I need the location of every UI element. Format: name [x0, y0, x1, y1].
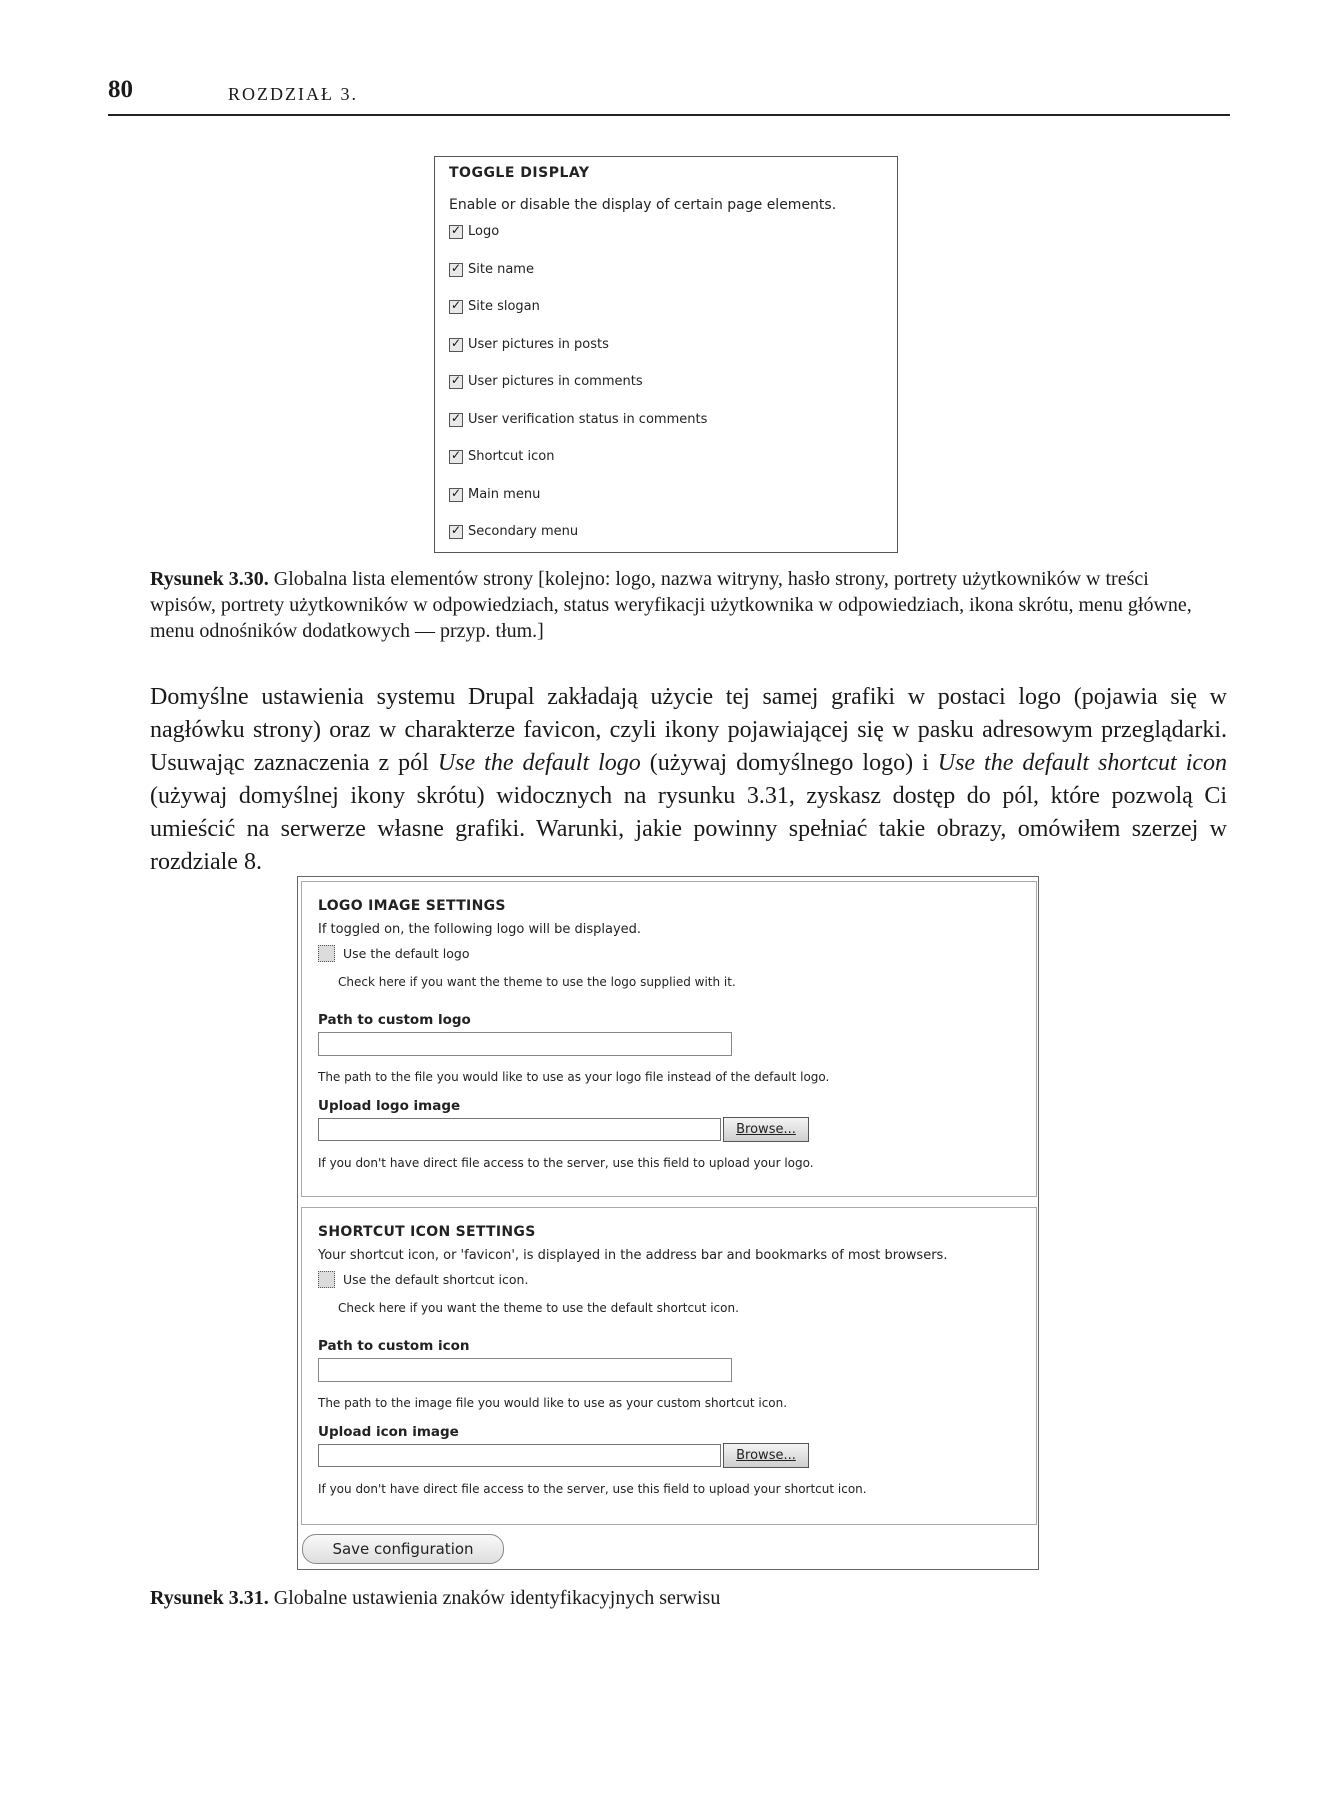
logo-settings-fieldset: [301, 881, 1037, 1197]
upload-help: If you don't have direct file access to the server, use this field to upload your shortcut icon.: [318, 1482, 867, 1496]
icon-path-input[interactable]: [318, 1358, 732, 1382]
checkbox-help: Check here if you want the theme to use the logo supplied with it.: [338, 975, 736, 989]
caption-label: Rysunek 3.31.: [150, 1587, 269, 1609]
logo-settings-description: If toggled on, the following logo will be displayed.: [318, 922, 642, 937]
toggle-item-user-verification[interactable]: [449, 412, 707, 450]
toggle-item-site-name[interactable]: [449, 262, 707, 300]
toggle-item-shortcut-icon[interactable]: [449, 449, 707, 487]
upload-help: If you don't have direct file access to the server, use this field to upload your logo.: [318, 1156, 814, 1170]
body-text: (używaj domyślnego logo) i: [640, 750, 938, 776]
chapter-title: ROZDZIAŁ 3.: [228, 84, 358, 104]
checkbox-label: Use the default logo: [343, 946, 470, 961]
path-label: Path to custom logo: [318, 1012, 471, 1028]
caption-text: Globalne ustawienia znaków identyfikacyjnych serwisu: [268, 1587, 721, 1609]
checkbox[interactable]: [449, 225, 463, 239]
toggle-label: User pictures in posts: [468, 336, 609, 352]
running-header: [108, 76, 1230, 116]
logo-upload-input[interactable]: [318, 1118, 721, 1141]
icon-upload-input[interactable]: [318, 1444, 721, 1467]
toggle-label: Main menu: [468, 486, 541, 502]
toggle-label: Site slogan: [468, 299, 540, 314]
toggle-item-user-pictures-posts[interactable]: [449, 337, 707, 375]
checkbox[interactable]: [449, 338, 463, 352]
checkbox-label: Use the default shortcut icon.: [343, 1272, 529, 1287]
toggle-display-description: Enable or disable the display of certain page elements.: [449, 197, 837, 213]
caption-text: Globalna lista elementów strony [kolejno: logo, nazwa witryny, hasło strony, portrety użytkowników w treści wpisów, portrety użytkowników w odpowiedziach, status weryfikacji użytkownika w odpowiedziach, ikona skrótu, menu główne, menu odnośników dodatkowych — przyp. tłum.]: [150, 568, 1192, 642]
toggle-item-secondary-menu[interactable]: [449, 524, 707, 562]
toggle-label: Shortcut icon: [468, 449, 555, 464]
path-help: The path to the image file you would like to use as your custom shortcut icon.: [318, 1396, 788, 1410]
logo-path-input[interactable]: [318, 1032, 732, 1056]
toggle-list: [449, 224, 707, 562]
checkbox[interactable]: [449, 488, 463, 502]
upload-label: Upload logo image: [318, 1098, 461, 1114]
caption-label: Rysunek 3.30.: [150, 568, 269, 590]
figure-logo-icon-settings: [297, 876, 1039, 1570]
path-label: Path to custom icon: [318, 1338, 470, 1354]
toggle-item-site-slogan[interactable]: [449, 299, 707, 337]
body-emphasis: Use the default logo: [437, 750, 641, 776]
shortcut-icon-settings-fieldset: [301, 1207, 1037, 1525]
page-number: 80: [108, 76, 133, 103]
body-paragraph: [150, 681, 1227, 879]
checkbox-help: Check here if you want the theme to use the default shortcut icon.: [338, 1301, 739, 1315]
toggle-item-logo[interactable]: [449, 224, 707, 262]
figure-toggle-display: [434, 156, 898, 553]
checkbox[interactable]: [318, 1271, 335, 1288]
figure-caption-3-31: [150, 1585, 1210, 1611]
toggle-item-main-menu[interactable]: [449, 487, 707, 525]
icon-browse-button[interactable]: Browse...: [723, 1443, 809, 1468]
body-text: (używaj domyślnej ikony skrótu) widocznych na rysunku 3.31, zyskasz dostęp do pól, które pozwolą Ci umieścić na serwerze własne grafiki. Warunki, jakie powinny spełniać takie obrazy, omówiłem szerzej w rozdziale 8.: [150, 783, 1227, 875]
toggle-display-title: TOGGLE DISPLAY: [449, 165, 590, 181]
save-configuration-button[interactable]: Save configuration: [302, 1534, 504, 1564]
checkbox[interactable]: [449, 263, 463, 277]
logo-settings-title: LOGO IMAGE SETTINGS: [318, 898, 506, 914]
body-text: Domyślne ustawienia systemu Drupal zakładają użycie tej samej grafiki w postaci logo (pojawia się w nagłówku strony) oraz w charakterze favicon, czyli ikony pojawiającej się w pasku adresowym przeglądarki. Usuwając zaznaczenia z pól: [150, 684, 1227, 776]
toggle-item-user-pictures-comments[interactable]: [449, 374, 707, 412]
logo-browse-button[interactable]: Browse...: [723, 1117, 809, 1142]
upload-label: Upload icon image: [318, 1424, 459, 1440]
icon-settings-title: SHORTCUT ICON SETTINGS: [318, 1224, 536, 1240]
checkbox[interactable]: [449, 525, 463, 539]
checkbox[interactable]: [449, 450, 463, 464]
checkbox[interactable]: [449, 300, 463, 314]
toggle-label: Secondary menu: [468, 524, 579, 539]
use-default-icon-checkbox[interactable]: [318, 1272, 528, 1288]
checkbox[interactable]: [449, 375, 463, 389]
toggle-label: User verification status in comments: [468, 411, 708, 427]
toggle-label: Site name: [468, 261, 534, 277]
icon-settings-description: Your shortcut icon, or 'favicon', is displayed in the address bar and bookmarks of most browsers.: [318, 1248, 948, 1263]
checkbox[interactable]: [318, 945, 335, 962]
checkbox[interactable]: [449, 413, 463, 427]
path-help: The path to the file you would like to use as your logo file instead of the default logo.: [318, 1070, 830, 1084]
use-default-logo-checkbox[interactable]: [318, 946, 469, 962]
body-emphasis: Use the default shortcut icon: [937, 750, 1228, 776]
toggle-label: Logo: [468, 224, 500, 239]
figure-caption-3-30: [150, 566, 1210, 644]
toggle-label: User pictures in comments: [468, 374, 643, 389]
